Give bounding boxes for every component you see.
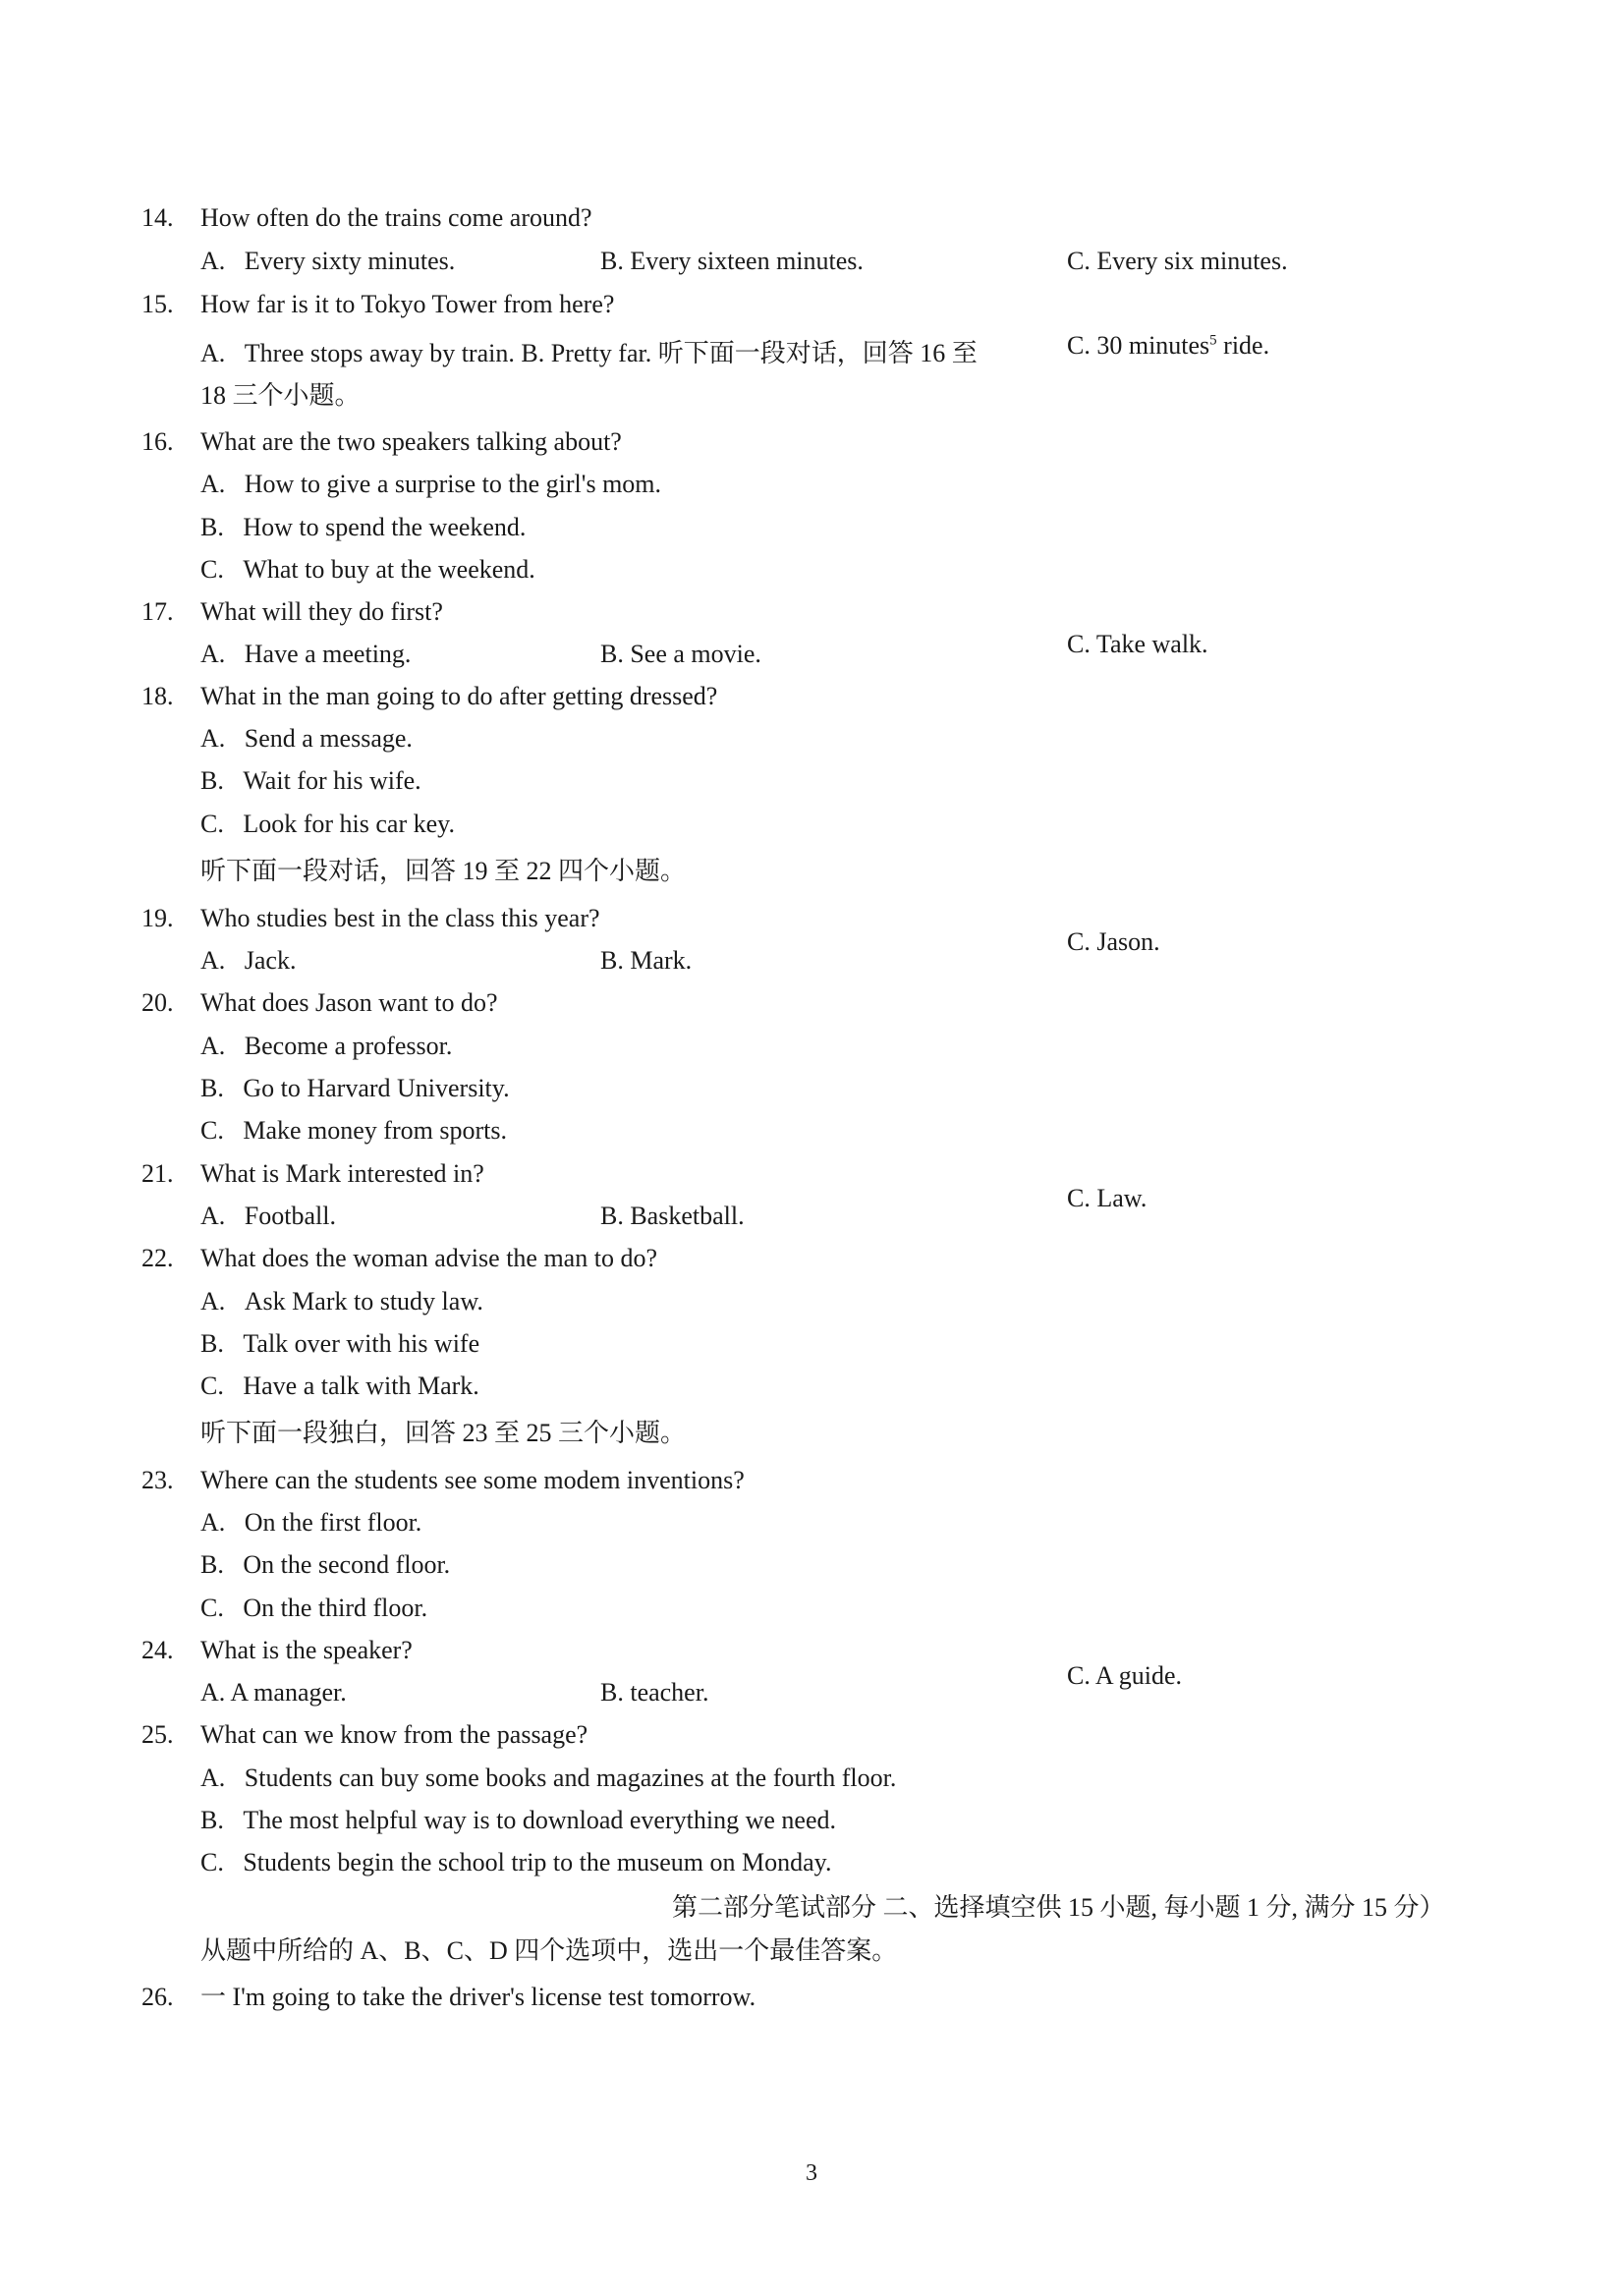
option-c: C. What to buy at the weekend. (200, 555, 535, 584)
question-text: What can we know from the passage? (200, 1720, 588, 1749)
option-c: C. Every six minutes. (1067, 247, 1288, 275)
option-a: A. Students can buy some books and magazines at the fourth floor. (200, 1764, 897, 1792)
question-number: 17. (141, 597, 174, 626)
question-number: 21. (141, 1159, 174, 1188)
option-b: B. Go to Harvard University. (200, 1074, 510, 1102)
option-c: C. Make money from sports. (200, 1116, 507, 1145)
option-b: B. Wait for his wife. (200, 766, 421, 795)
question-text: What in the man going to do after getting dressed? (200, 682, 718, 710)
question-text: What does Jason want to do? (200, 988, 498, 1017)
option-c: C. On the third floor. (200, 1594, 428, 1622)
question-text: How often do the trains come around? (200, 203, 592, 232)
option-b: B. Every sixteen minutes. (600, 247, 864, 275)
option-b: B. How to spend the weekend. (200, 513, 527, 541)
option-b: B. Talk over with his wife (200, 1329, 480, 1358)
option-a: A. On the first floor. (200, 1508, 422, 1537)
option-a: A. Football. (200, 1202, 336, 1230)
question-number: 18. (141, 682, 174, 710)
option-c: C. Law. (1067, 1184, 1147, 1212)
question-number: 22. (141, 1244, 174, 1272)
question-text: How far is it to Tokyo Tower from here? (200, 290, 615, 318)
option-b: B. teacher. (600, 1678, 709, 1707)
question-number: 20. (141, 988, 174, 1017)
option-c: C. A guide. (1067, 1661, 1183, 1690)
question-text: Where can the students see some modem inventions? (200, 1466, 745, 1494)
option-a: A. A manager. (200, 1678, 347, 1707)
option-b: B. Mark. (600, 946, 693, 975)
option-ab-with-instruction: A. Three stops away by train. B. Pretty far. 听下面一段对话，回答 16 至 (200, 339, 978, 367)
option-b: B. On the second floor. (200, 1550, 451, 1579)
question-number: 26. (141, 1983, 174, 2011)
option-a: A. Have a meeting. (200, 640, 412, 668)
option-a: A. Send a message. (200, 724, 413, 753)
section-heading: 第二部分笔试部分 二、选择填空供 15 小题, 每小题 1 分, 满分 15 分） (672, 1893, 1445, 1922)
option-a: A. How to give a surprise to the girl's mom. (200, 470, 662, 498)
section-instruction: 听下面一段对话，回答 19 至 22 四个小题。 (200, 857, 687, 885)
question-number: 19. (141, 904, 174, 932)
instruction-continuation: 18 三个小题。 (200, 381, 361, 410)
option-c: C. Jason. (1067, 927, 1160, 956)
option-a: A. Jack. (200, 946, 297, 975)
page-number: 3 (806, 2160, 817, 2186)
option-b: B. See a movie. (600, 640, 761, 668)
question-text: 一 I'm going to take the driver's license test tomorrow. (200, 1983, 756, 2011)
option-c: C. Have a talk with Mark. (200, 1372, 479, 1400)
question-text: What does the woman advise the man to do? (200, 1244, 657, 1272)
question-number: 14. (141, 203, 174, 232)
question-text: What is the speaker? (200, 1636, 413, 1664)
option-b: B. The most helpful way is to download everything we need. (200, 1806, 836, 1834)
section-instruction: 从题中所给的 A、B、C、D 四个选项中，选出一个最佳答案。 (200, 1936, 898, 1965)
option-c: C. 30 minutes$^5$ ride. (1067, 331, 1270, 360)
question-number: 16. (141, 427, 174, 456)
question-text: What will they do first? (200, 597, 443, 626)
question-text: What is Mark interested in? (200, 1159, 484, 1188)
option-b: B. Basketball. (600, 1202, 745, 1230)
option-a: A. Every sixty minutes. (200, 247, 456, 275)
question-number: 25. (141, 1720, 174, 1749)
question-text: Who studies best in the class this year? (200, 904, 600, 932)
section-instruction: 听下面一段独白，回答 23 至 25 三个小题。 (200, 1419, 687, 1447)
option-c: C. Look for his car key. (200, 810, 455, 838)
question-text: What are the two speakers talking about? (200, 427, 622, 456)
option-c: C. Take walk. (1067, 630, 1208, 658)
option-c: C. Students begin the school trip to the museum on Monday. (200, 1848, 832, 1876)
question-number: 23. (141, 1466, 174, 1494)
question-number: 15. (141, 290, 174, 318)
option-a: A. Become a professor. (200, 1032, 453, 1060)
question-number: 24. (141, 1636, 174, 1664)
option-a: A. Ask Mark to study law. (200, 1287, 483, 1316)
